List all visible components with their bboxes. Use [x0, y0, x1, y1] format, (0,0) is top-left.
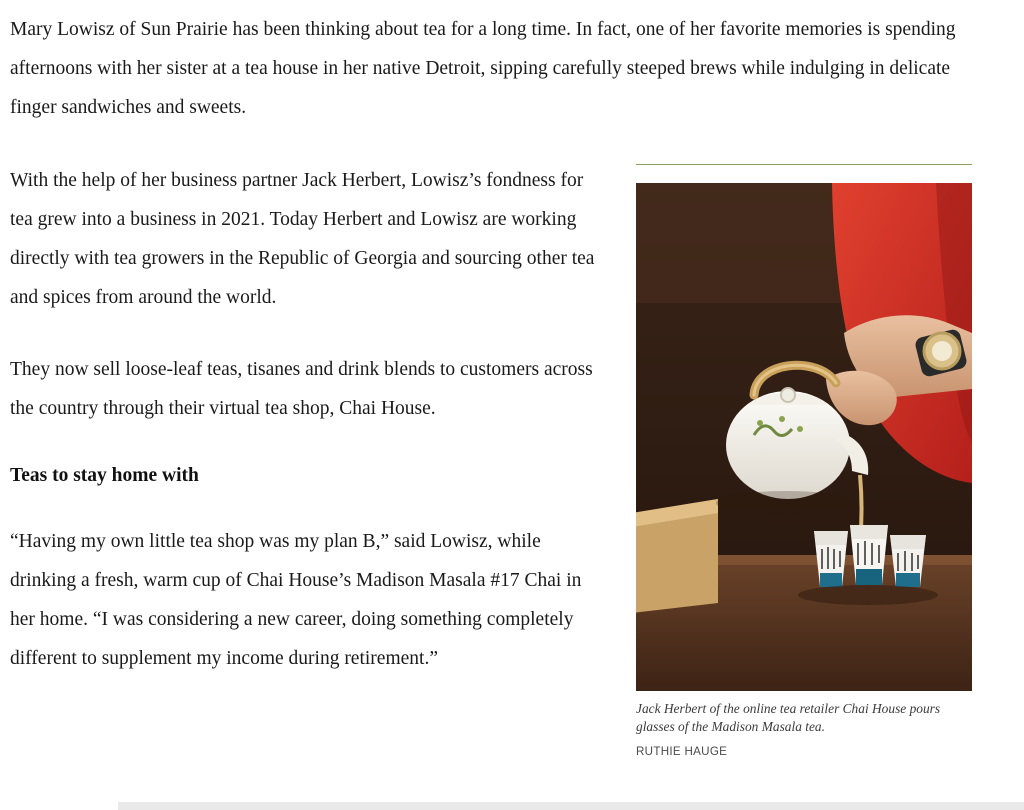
media-column — [636, 161, 972, 758]
article-photo — [636, 183, 972, 691]
page-bottom-edge — [0, 799, 1024, 810]
figure-caption: Jack Herbert of the online tea retailer Chai House pours glasses of the Madison Masala tea. — [636, 701, 941, 734]
article-figure — [636, 183, 972, 758]
paragraph-1: With the help of her business partner Jack Herbert, Lowisz’s fondness for tea grew into a business in 2021. Today Herbert and Lowisz are working directly with tea growers in the Republic of Georgia and sourcing other tea and spices from around the world. — [10, 170, 595, 308]
figure-credit: RUTHIE HAUGE — [636, 745, 728, 758]
page-bottom-shadow — [118, 802, 1024, 810]
section-subhead: Teas to stay home with — [10, 465, 199, 486]
lede-paragraph: Mary Lowisz of Sun Prairie has been thinking about tea for a long time. In fact, one of her favorite memories is spending afternoons with her sister at a tea house in her native Detroit, sipping carefully steeped brews while indulging in delicate finger sandwiches and sweets. — [10, 19, 956, 118]
paragraph-2: They now sell loose-leaf teas, tisanes and drink blends to customers across the country through their virtual tea shop, Chai House. — [10, 359, 593, 419]
article-body — [10, 161, 968, 758]
media-divider — [636, 164, 972, 165]
text-column — [10, 161, 602, 711]
paragraph-3: “Having my own little tea shop was my plan B,” said Lowisz, while drinking a fresh, warm cup of Chai House’s Madison Masala #17 Chai in her home. “I was considering a new career, doing something completely different to supplement my income during retirement.” — [10, 531, 582, 669]
